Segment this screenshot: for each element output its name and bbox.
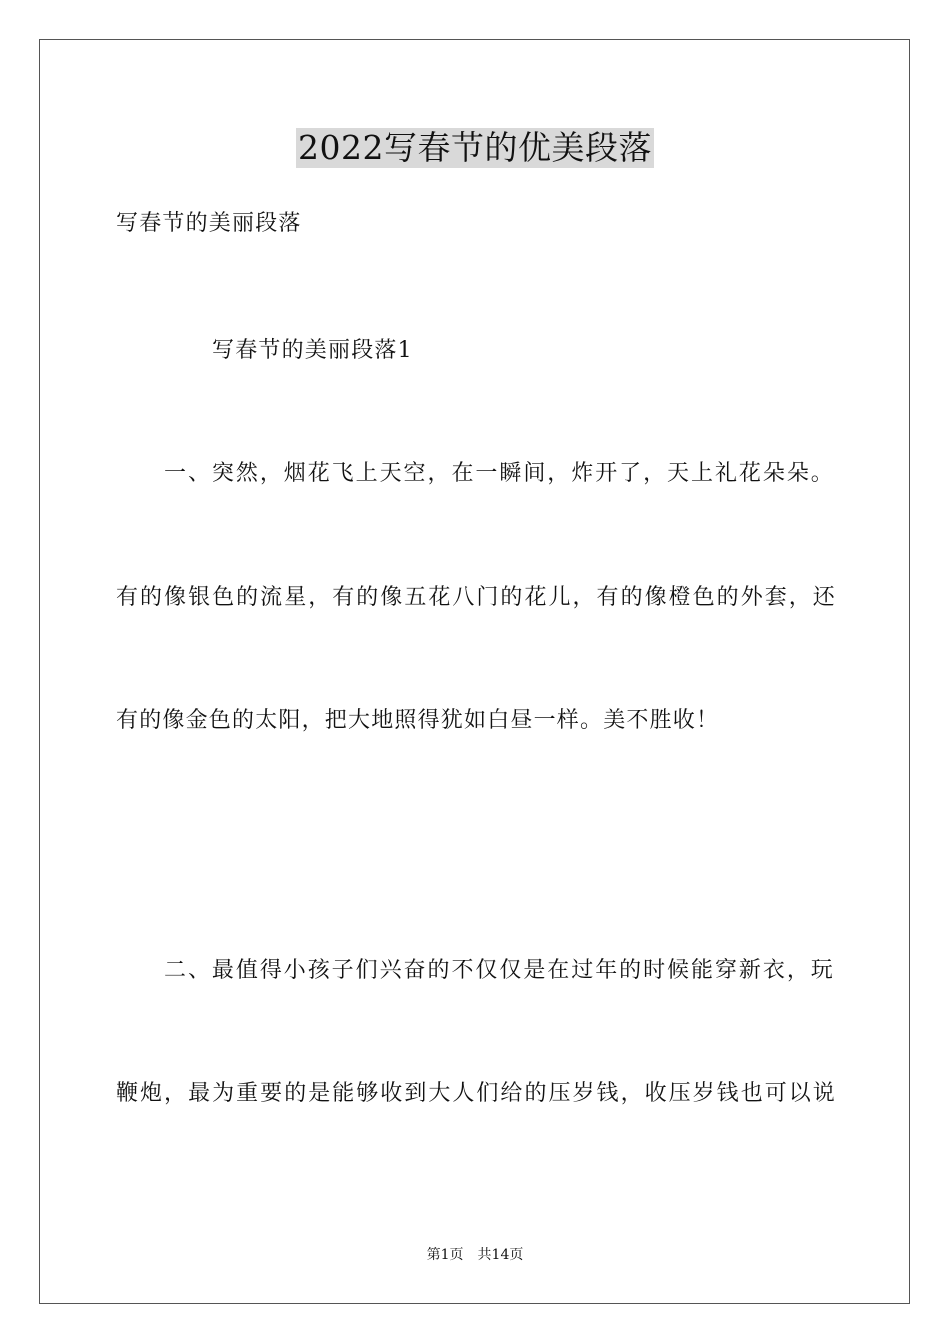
paragraph-1-line-2: 有的像银色的流星，有的像五花八门的花儿，有的像橙色的外套，还 [116, 585, 836, 610]
document-subtitle: 写春节的美丽段落 [116, 211, 302, 236]
page-footer: 第1页 共14页 [426, 1247, 524, 1263]
document-title: 2022写春节的优美段落 [298, 128, 652, 167]
paragraph-2-line-1: 二、最值得小孩子们兴奋的不仅仅是在过年的时候能穿新衣，玩 [164, 958, 834, 983]
paragraph-2-line-2: 鞭炮，最为重要的是能够收到大人们给的压岁钱，收压岁钱也可以说 [116, 1081, 836, 1106]
paragraph-1-line-3: 有的像金色的太阳，把大地照得犹如白昼一样。美不胜收！ [116, 708, 720, 733]
paragraph-1-line-1: 一、突然，烟花飞上天空，在一瞬间，炸开了，天上礼花朵朵。 [164, 461, 834, 486]
section-heading: 写春节的美丽段落1 [212, 338, 413, 363]
title-container [0, 128, 950, 168]
